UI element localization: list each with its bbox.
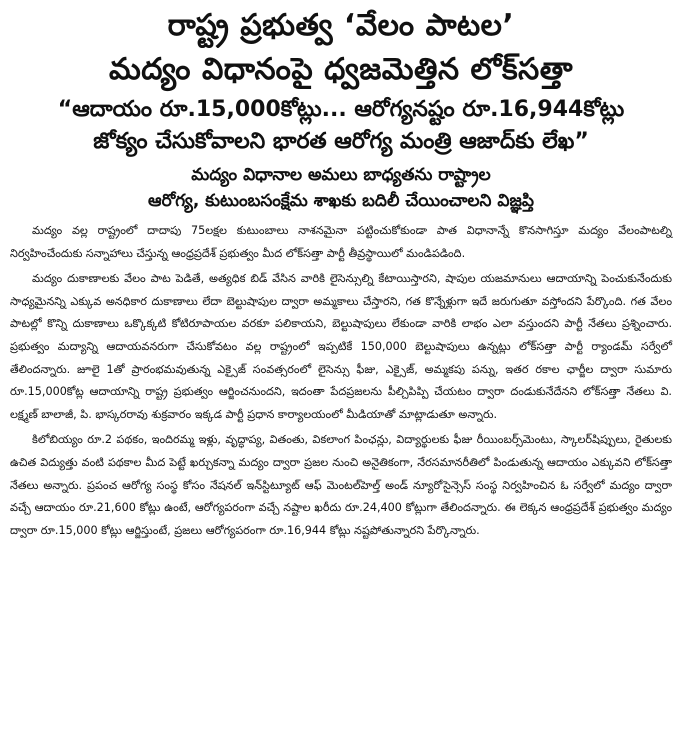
subheadline-line-2: ఆరోగ్య, కుటుంబసంక్షేమ శాఖకు బదిలీ చేయించాలని విజ్ఞప్తి bbox=[148, 191, 534, 211]
quote-line-1: “ఆదాయం రూ.15,000కోట్లు... ఆరోగ్యనష్టం రూ.16,944కోట్లు bbox=[57, 97, 625, 122]
headline-line-1: రాష్ట్ర ప్రభుత్వ ‘వేలం పాటల’ bbox=[167, 8, 515, 43]
main-headline bbox=[10, 4, 672, 92]
quote-line-2: జోక్యం చేసుకోవాలని భారత ఆరోగ్య మంత్రి ఆజాద్‌కు లేఖ” bbox=[93, 129, 589, 154]
paragraph-3: కిలోబియ్యం రూ.2 పథకం, ఇందిరమ్మ ఇళ్లు, వృద్ధాప్య, వితంతు, వికలాంగ పింఛన్లు, విద్యార్థులకు ఫీజు రీయింబర్స్‌మెంటు, స్కాలర్‌షిప్పులు, రైతులకు ఉచిత విద్యుత్తు వంటి పథకాల మీద పెట్టే ఖర్చుకన్నా మద్యం ద్వారా ప్రజల నుంచి అనైతికంగా, నేరసమానరీతిలో పిండుతున్న ఆదాయం ఎక్కువని లోక్‌సత్తా నేతలు అన్నారు. ప్రపంచ ఆరోగ్య సంస్థ కోసం నేషనల్ ఇన్‌స్టిట్యూట్ ఆఫ్ మెంటల్‌హెల్త్ అండ్ న్యూరోసైన్సెస్ సంస్థ నిర్వహించిన ఓ సర్వేలో మద్యం ద్వారా వచ్చే ఆదాయం రూ.21,600 కోట్లు ఉంటే, ఆరోగ్యపరంగా వచ్చే నష్టాల ఖరీదు రూ.24,400 కోట్లుగా తేలిందన్నారు. ఈ లెక్కన ఆంధ్రప్రదేశ్ ప్రభుత్వం మద్యం ద్వారా రూ.15,000 కోట్లు ఆర్జిస్తుంటే, ప్రజలు ఆరోగ్యపరంగా రూ.16,944 కోట్లు నష్టపోతున్నారని పేర్కొన్నారు. bbox=[10, 433, 672, 537]
headline-line-2: మద్యం విధానంపై ధ్వజమెత్తిన లోక్‌సత్తా bbox=[109, 52, 573, 87]
paragraph-1: మద్యం వల్ల రాష్ట్రంలో దాదాపు 75లక్షల కుటుంబాలు నాశనమైనా పట్టించుకోకుండా పాత విధానాన్నే కొనసాగిస్తూ మద్యం వేలంపాటల్ని నిర్వహించేందుకు సన్నాహాలు చేస్తున్న ఆంధ్రప్రదేశ్ ప్రభుత్వం మీద లోక్‌సత్తా పార్టీ తీవ్రస్థాయిలో మండిపడింది. bbox=[10, 224, 672, 260]
article-body bbox=[10, 220, 672, 542]
subheadline-line-1: మద్యం విధానాల అమలు బాధ్యతను రాష్ట్రాల bbox=[191, 165, 491, 185]
sub-headline bbox=[10, 162, 672, 214]
paragraph-2: మద్యం దుకాణాలకు వేలం పాట పెడితే, అత్యధిక బిడ్ వేసిన వారికి లైసెన్సుల్ని కేటాయిస్తారని, షాపుల యజమానులు ఆదాయాన్ని పెంచుకునేందుకు సాధ్యమైనన్ని ఎక్కువ అనధికార దుకాణాలు లేదా బెల్టుషాపుల ద్వారా అమ్మకాలు చేస్తారని, గత కొన్నేళ్లుగా ఇదే జరుగుతూ వస్తోందని పేర్కొంది. గత వేలం పాటల్లో కొన్ని దుకాణాలు ఒక్కొక్కటి కోటిరూపాయల వరకూ పలికాయని, బెల్టుషాపులు లేకుండా వారికి లాభం ఎలా వస్తుందని పార్టీ నేతలు ప్రశ్నించారు. ప్రభుత్వం మద్యాన్ని ఆదాయవనరుగా చేసుకోవటం వల్ల రాష్ట్రంలో ఇప్పటికే 150,000 బెల్టుషాపులు ఉన్నట్లు లోక్‌సత్తా పార్టీ ర్యాండమ్ సర్వేలో తేలిందన్నారు. జూలై 1తో ప్రారంభమవుతున్న ఎక్సైజ్ సంవత్సరంలో లైసెన్సు ఫీజు, ఎక్సైజ్, అమ్మకపు పన్ను, ఇతర రకాల ఛార్జీల ద్వారా సుమారు రూ.15,000కోట్ల ఆదాయాన్ని రాష్ట్ర ప్రభుత్వం ఆర్జించనుందని, ఇదంతా పేదప్రజలను పీల్చిపిప్పి చేయటం ద్వారా దండుకునేదేనని లోక్‌సత్తా నేతలు వి. లక్ష్మణ్ బాలాజీ, పి. భాస్కరరావు శుక్రవారం ఇక్కడ పార్టీ ప్రధాన కార్యాలయంలో మీడియాతో మాట్లాడుతూ అన్నారు. bbox=[10, 272, 672, 421]
quote-headline bbox=[10, 94, 672, 158]
